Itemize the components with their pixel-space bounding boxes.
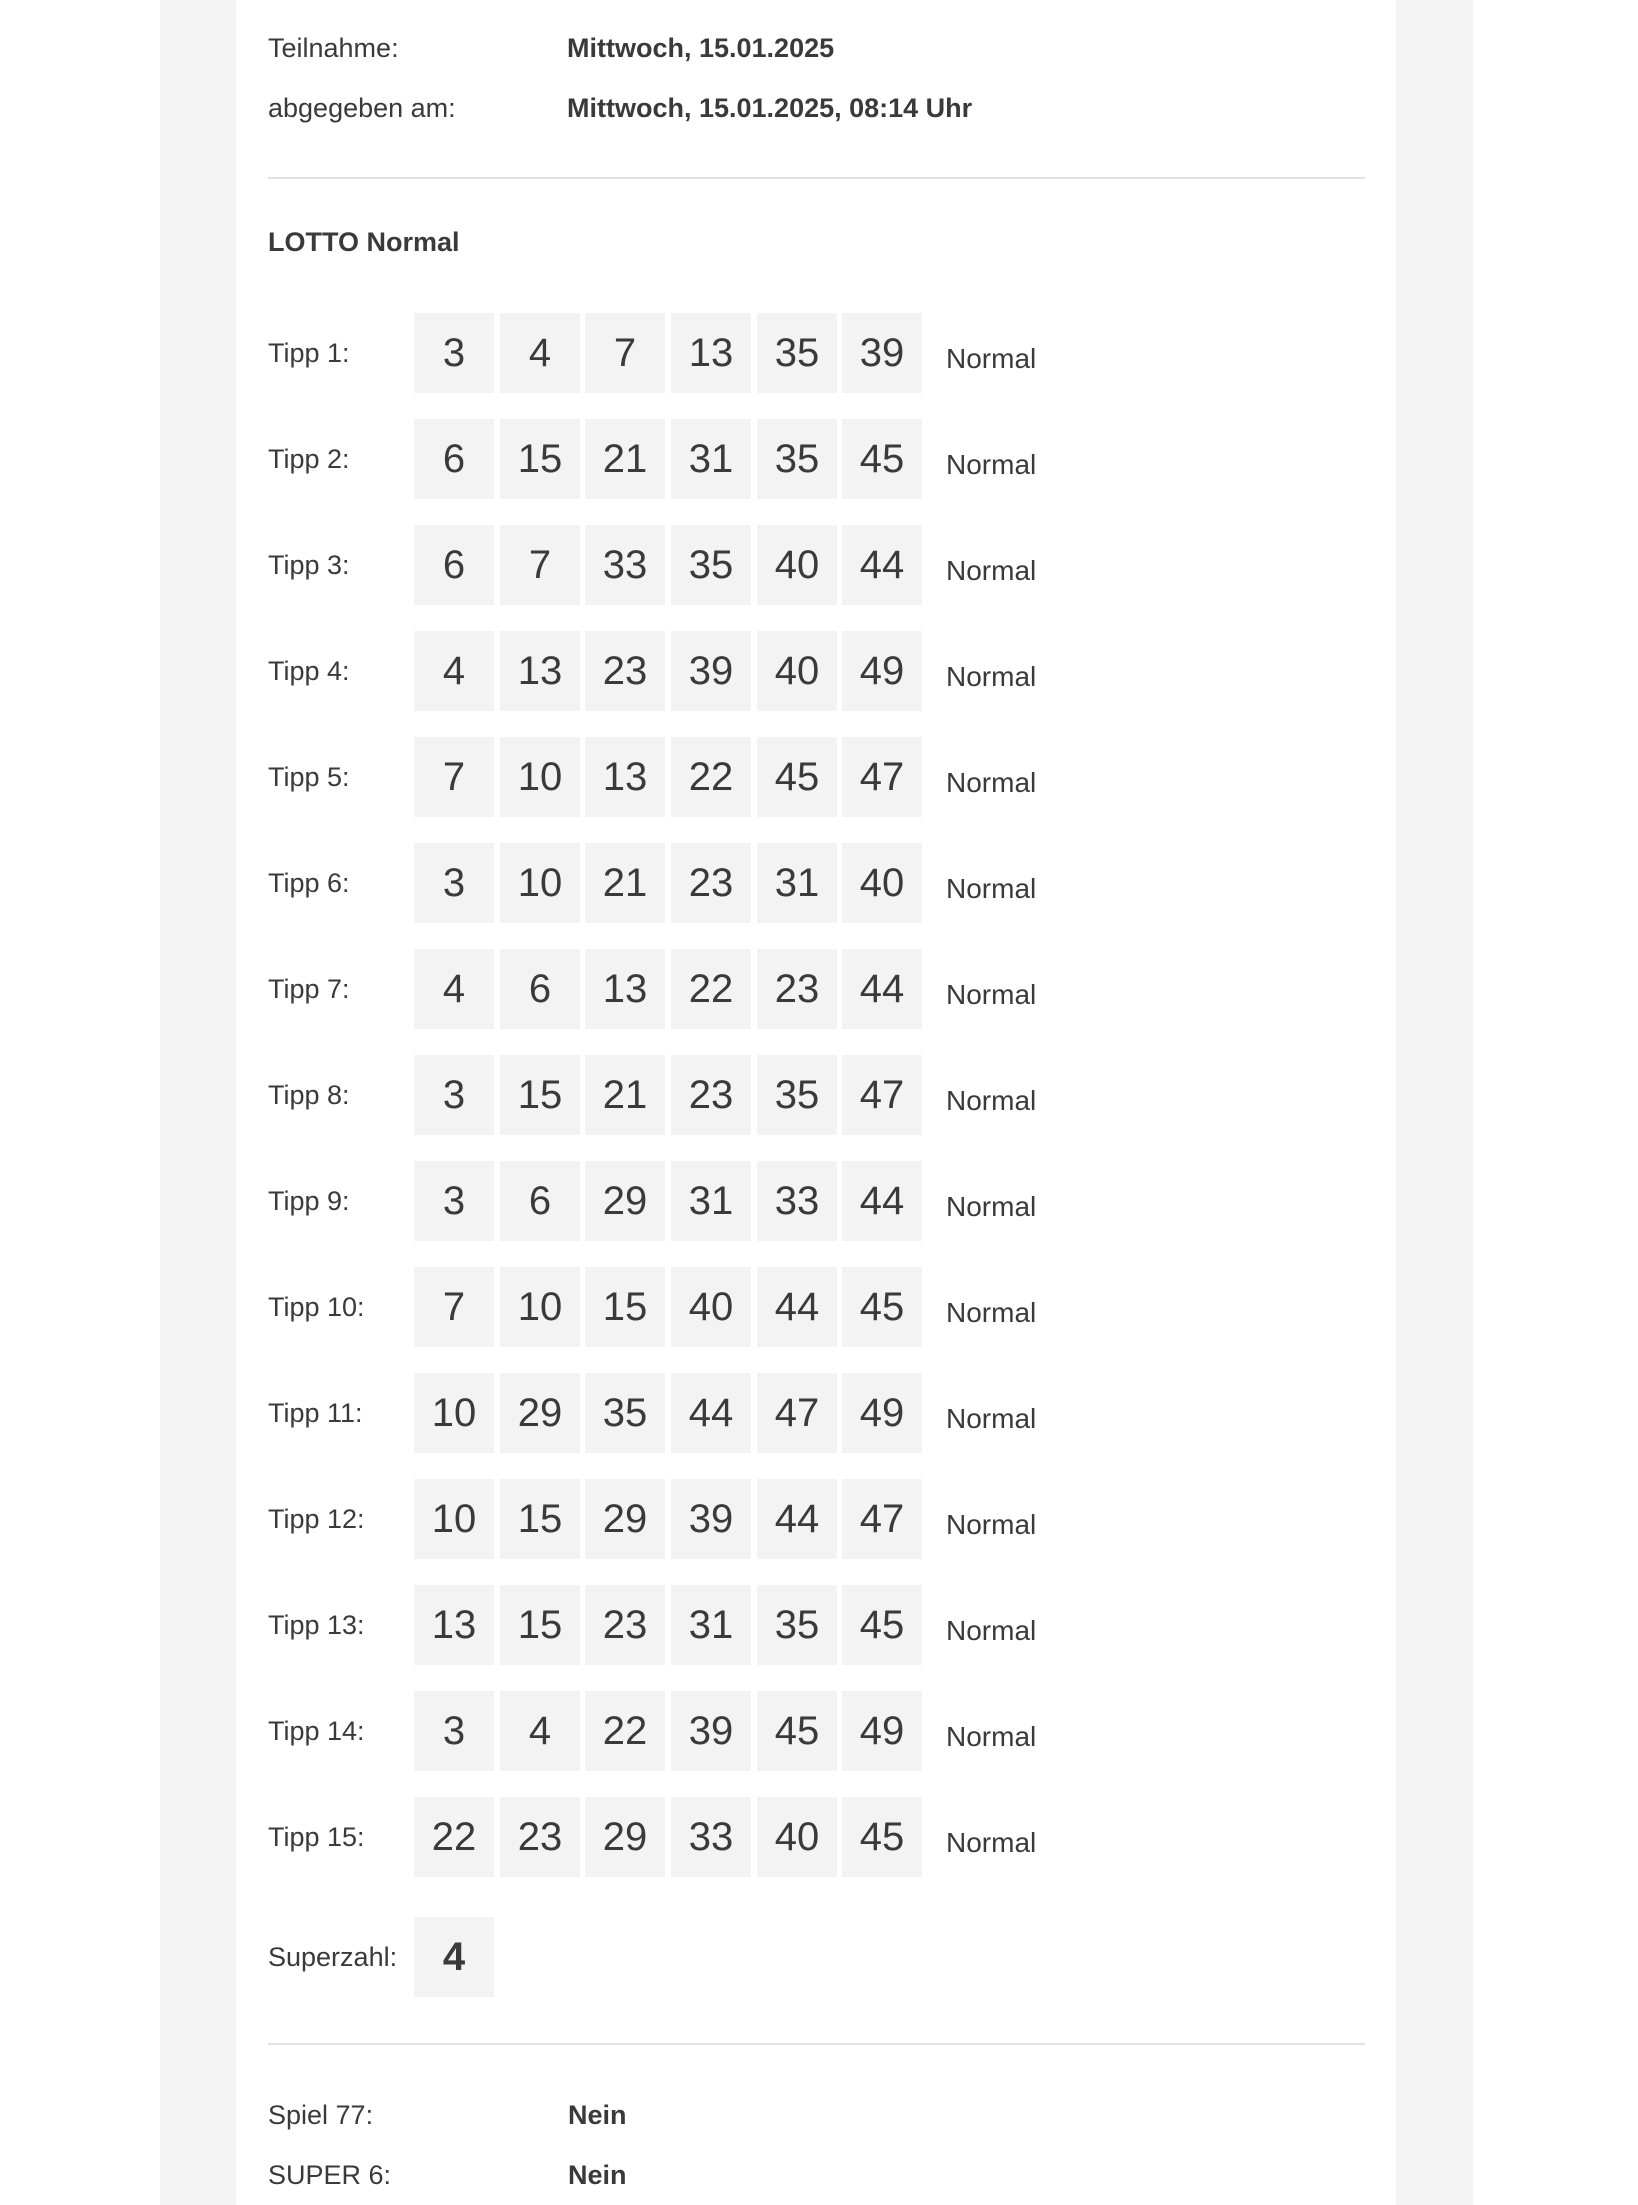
tipp-number: 45 xyxy=(757,737,837,817)
tipp-number: 49 xyxy=(842,1373,922,1453)
tipp-label: Tipp 4: xyxy=(268,656,350,686)
tipp-type-label: Normal xyxy=(946,449,1037,480)
tipp-number: 44 xyxy=(757,1479,837,1559)
tipp-row xyxy=(268,949,1365,1029)
tipp-number: 10 xyxy=(414,1479,494,1559)
tipp-number: 39 xyxy=(671,631,751,711)
tipp-number: 45 xyxy=(842,1797,922,1877)
tipp-number: 23 xyxy=(757,949,837,1029)
tipp-number: 45 xyxy=(757,1691,837,1771)
tipp-type-label: Normal xyxy=(946,343,1037,374)
submitted-label: abgegeben am: xyxy=(268,93,456,123)
tipp-label: Tipp 8: xyxy=(268,1080,350,1110)
tipp-label: Tipp 6: xyxy=(268,868,350,898)
tipp-label: Tipp 14: xyxy=(268,1716,365,1746)
tipp-label: Tipp 9: xyxy=(268,1186,350,1216)
super6-value: Nein xyxy=(568,2160,627,2190)
tipp-number: 23 xyxy=(671,843,751,923)
tipp-label: Tipp 10: xyxy=(268,1292,365,1322)
tipp-number: 35 xyxy=(757,1055,837,1135)
tipp-number: 22 xyxy=(414,1797,494,1877)
tipp-number: 6 xyxy=(414,419,494,499)
tipp-number: 44 xyxy=(842,1161,922,1241)
tipp-row xyxy=(268,1161,1365,1241)
tipp-number: 4 xyxy=(414,949,494,1029)
tipp-type-label: Normal xyxy=(946,873,1037,904)
tipp-number: 7 xyxy=(500,525,580,605)
tipp-number: 35 xyxy=(671,525,751,605)
tipp-number: 29 xyxy=(585,1797,665,1877)
tipp-type-label: Normal xyxy=(946,555,1037,586)
tipp-number: 7 xyxy=(585,313,665,393)
tipp-number: 10 xyxy=(500,1267,580,1347)
tipp-label: Tipp 1: xyxy=(268,338,350,368)
tipp-number: 3 xyxy=(414,1055,494,1135)
tipp-number: 3 xyxy=(414,843,494,923)
tipp-number: 22 xyxy=(585,1691,665,1771)
tipp-number: 10 xyxy=(500,843,580,923)
tipp-type-label: Normal xyxy=(946,979,1037,1010)
tipp-number: 35 xyxy=(585,1373,665,1453)
tipp-number: 40 xyxy=(842,843,922,923)
tipp-number: 44 xyxy=(757,1267,837,1347)
tipp-number: 6 xyxy=(500,949,580,1029)
tipp-type-label: Normal xyxy=(946,1509,1037,1540)
tipp-label: Tipp 12: xyxy=(268,1504,365,1534)
tipp-number: 23 xyxy=(585,631,665,711)
tipp-number: 31 xyxy=(757,843,837,923)
tipp-number: 39 xyxy=(671,1691,751,1771)
tipp-number: 39 xyxy=(671,1479,751,1559)
tipp-row xyxy=(268,1797,1365,1877)
tipp-row xyxy=(268,1691,1365,1771)
tipp-number: 23 xyxy=(500,1797,580,1877)
tipp-row xyxy=(268,1585,1365,1665)
tipp-number: 15 xyxy=(500,1585,580,1665)
tipp-type-label: Normal xyxy=(946,1827,1037,1858)
tipp-row xyxy=(268,1055,1365,1135)
tipp-number: 7 xyxy=(414,1267,494,1347)
tipp-row xyxy=(268,1373,1365,1453)
tipp-number: 33 xyxy=(585,525,665,605)
tipp-row xyxy=(268,737,1365,817)
tipp-number: 47 xyxy=(757,1373,837,1453)
superzahl-value: 4 xyxy=(414,1917,494,1997)
tipp-label: Tipp 13: xyxy=(268,1610,365,1640)
tipp-label: Tipp 3: xyxy=(268,550,350,580)
tipp-type-label: Normal xyxy=(946,1297,1037,1328)
tipp-row xyxy=(268,1479,1365,1559)
superzahl-row xyxy=(268,1917,1365,1997)
spiel77-label: Spiel 77: xyxy=(268,2100,374,2130)
tipp-number: 15 xyxy=(500,419,580,499)
tipp-type-label: Normal xyxy=(946,1403,1037,1434)
tipp-number: 4 xyxy=(500,313,580,393)
tipp-number: 47 xyxy=(842,1055,922,1135)
tipp-number: 39 xyxy=(842,313,922,393)
tipp-label: Tipp 2: xyxy=(268,444,350,474)
tipp-number: 13 xyxy=(585,949,665,1029)
tipp-number: 45 xyxy=(842,1267,922,1347)
tipp-number: 44 xyxy=(842,525,922,605)
tipp-number: 35 xyxy=(757,419,837,499)
tipp-number: 13 xyxy=(671,313,751,393)
tipp-number: 40 xyxy=(757,631,837,711)
tipp-number: 13 xyxy=(500,631,580,711)
tipp-number: 10 xyxy=(414,1373,494,1453)
participation-label: Teilnahme: xyxy=(268,33,399,63)
tipp-number: 4 xyxy=(500,1691,580,1771)
super6-row xyxy=(268,2155,1365,2195)
tipp-number: 21 xyxy=(585,419,665,499)
tipp-number: 29 xyxy=(585,1479,665,1559)
tipp-number: 49 xyxy=(842,1691,922,1771)
tipp-label: Tipp 5: xyxy=(268,762,350,792)
tipp-number: 3 xyxy=(414,1691,494,1771)
tipp-number: 15 xyxy=(500,1479,580,1559)
tipp-number: 23 xyxy=(585,1585,665,1665)
tipp-number: 49 xyxy=(842,631,922,711)
participation-row xyxy=(268,28,1365,68)
tipp-number: 31 xyxy=(671,1161,751,1241)
tipp-row xyxy=(268,525,1365,605)
tipp-row xyxy=(268,1267,1365,1347)
tipp-number: 21 xyxy=(585,1055,665,1135)
tipp-label: Tipp 15: xyxy=(268,1822,365,1852)
divider-top xyxy=(268,177,1365,179)
tipp-number: 33 xyxy=(671,1797,751,1877)
tipp-number: 22 xyxy=(671,737,751,817)
tipp-number: 40 xyxy=(757,1797,837,1877)
tipp-number: 35 xyxy=(757,313,837,393)
tipp-number: 29 xyxy=(500,1373,580,1453)
tipp-row xyxy=(268,419,1365,499)
divider-bottom xyxy=(268,2043,1365,2045)
tipp-row xyxy=(268,631,1365,711)
tipp-type-label: Normal xyxy=(946,1615,1037,1646)
super6-label: SUPER 6: xyxy=(268,2160,392,2190)
tipp-number: 15 xyxy=(585,1267,665,1347)
tipp-number: 7 xyxy=(414,737,494,817)
tipp-number: 13 xyxy=(585,737,665,817)
tipp-number: 31 xyxy=(671,419,751,499)
tipp-type-label: Normal xyxy=(946,1191,1037,1222)
spiel77-row xyxy=(268,2095,1365,2135)
tipp-type-label: Normal xyxy=(946,1721,1037,1752)
tipp-number: 3 xyxy=(414,1161,494,1241)
tipp-label: Tipp 7: xyxy=(268,974,350,1004)
tipp-number: 29 xyxy=(585,1161,665,1241)
submitted-value: Mittwoch, 15.01.2025, 08:14 Uhr xyxy=(567,93,973,123)
submitted-row xyxy=(268,88,1365,128)
tipp-number: 40 xyxy=(671,1267,751,1347)
tipp-number: 10 xyxy=(500,737,580,817)
tipp-number: 31 xyxy=(671,1585,751,1665)
tipp-number: 6 xyxy=(500,1161,580,1241)
tipp-number: 21 xyxy=(585,843,665,923)
tipp-number: 4 xyxy=(414,631,494,711)
tipp-number: 23 xyxy=(671,1055,751,1135)
tipp-number: 44 xyxy=(842,949,922,1029)
tipp-row xyxy=(268,843,1365,923)
tipp-number: 47 xyxy=(842,737,922,817)
tipp-number: 15 xyxy=(500,1055,580,1135)
tipp-number: 45 xyxy=(842,419,922,499)
lotto-section-title: LOTTO Normal xyxy=(268,227,460,257)
tipp-label: Tipp 11: xyxy=(268,1398,363,1428)
tipp-number: 44 xyxy=(671,1373,751,1453)
tipp-number: 47 xyxy=(842,1479,922,1559)
spiel77-value: Nein xyxy=(568,2100,627,2130)
tipp-row xyxy=(268,313,1365,393)
tipp-type-label: Normal xyxy=(946,1085,1037,1116)
tipp-number: 3 xyxy=(414,313,494,393)
tipp-number: 35 xyxy=(757,1585,837,1665)
participation-value: Mittwoch, 15.01.2025 xyxy=(567,33,835,63)
tipp-number: 40 xyxy=(757,525,837,605)
tipp-number: 6 xyxy=(414,525,494,605)
tipp-number: 22 xyxy=(671,949,751,1029)
superzahl-label: Superzahl: xyxy=(268,1942,398,1972)
tipp-type-label: Normal xyxy=(946,661,1037,692)
tipp-type-label: Normal xyxy=(946,767,1037,798)
tipp-number: 45 xyxy=(842,1585,922,1665)
tipp-number: 13 xyxy=(414,1585,494,1665)
tipp-number: 33 xyxy=(757,1161,837,1241)
